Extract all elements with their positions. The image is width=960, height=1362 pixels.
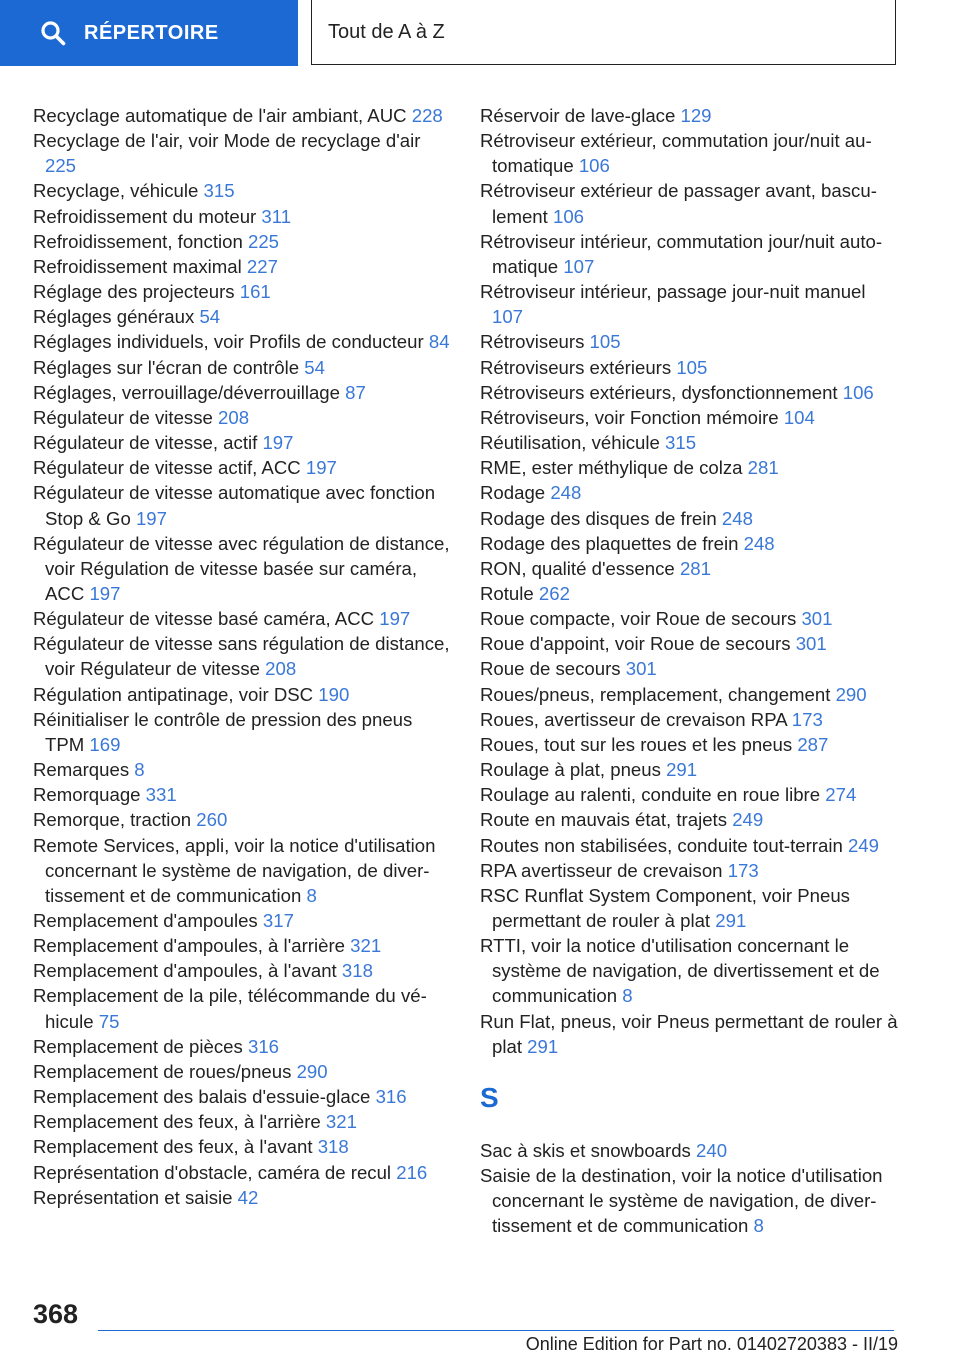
page-link[interactable]: 75	[98, 1010, 120, 1032]
entry-text: Recyclage, véhicule	[33, 180, 199, 202]
entry-text: Remorque, traction	[33, 809, 192, 831]
page-link[interactable]: 262	[538, 582, 570, 604]
entry-text: Remplacement d'ampoules, à l'arrière	[33, 935, 345, 957]
entry-text: RPA avertisseur de crevaison	[480, 859, 723, 881]
index-entry	[33, 958, 453, 983]
page-link[interactable]: 197	[305, 457, 337, 479]
entry-text: RON, qualité d'essence	[480, 557, 675, 579]
page-link[interactable]: 321	[350, 935, 382, 957]
page-link[interactable]: 248	[721, 507, 753, 529]
entry-text: Remplacement des balais d'essuie-glace	[33, 1086, 371, 1108]
section-title-tab	[311, 0, 896, 65]
page-link[interactable]: 84	[428, 331, 450, 353]
page-link[interactable]: 291	[666, 759, 698, 781]
index-entry	[33, 279, 453, 304]
page-link[interactable]: 281	[747, 457, 779, 479]
entry-text: Remplacement de la pile, télécommande du véhicule	[33, 985, 427, 1032]
page-link[interactable]: 42	[237, 1186, 259, 1208]
section-title: Tout de A à Z	[328, 20, 445, 43]
entry-text: Routes non stabilisées, conduite tout-terrain	[480, 834, 843, 856]
index-entry	[33, 1084, 453, 1109]
page-link[interactable]: 301	[795, 633, 827, 655]
index-entry	[33, 1185, 453, 1210]
index-entry	[480, 606, 900, 631]
index-entry	[480, 656, 900, 681]
page-link[interactable]: 281	[679, 557, 711, 579]
page-link[interactable]: 106	[552, 205, 585, 227]
index-entry	[480, 556, 900, 581]
entry-text: Roue d'appoint, voir Roue de secours	[480, 633, 791, 655]
page-header	[0, 0, 960, 66]
page-link[interactable]: 169	[89, 733, 121, 755]
entry-text: Régulateur de vitesse, actif	[33, 432, 258, 454]
entry-text: RTTI, voir la notice d'utilisation concernant le système de navigation, de divertissement et de communication	[480, 935, 880, 1007]
entry-text: Saisie de la destination, voir la notice d'utilisation concernant le système de navigation, de divertissement et de communication	[480, 1165, 883, 1237]
index-entry	[480, 506, 900, 531]
page-link[interactable]: 311	[261, 205, 292, 227]
page-link[interactable]: 291	[527, 1035, 559, 1057]
entry-text: Remplacement de roues/pneus	[33, 1060, 292, 1082]
entry-text: Rodage des plaquettes de frein	[480, 532, 739, 554]
page-link[interactable]: 208	[265, 658, 297, 680]
page-link[interactable]: 225	[247, 230, 280, 252]
index-entry	[33, 229, 453, 254]
page-link[interactable]: 249	[847, 834, 879, 856]
entry-text: Rotule	[480, 582, 534, 604]
page-link[interactable]: 161	[239, 281, 271, 303]
index-entry	[33, 833, 453, 908]
index-entry	[480, 480, 900, 505]
page-link[interactable]: 227	[246, 255, 278, 277]
page-link[interactable]: 301	[801, 608, 833, 630]
entry-text: Remarques	[33, 759, 130, 781]
index-entry	[480, 833, 900, 858]
index-entry	[33, 807, 453, 832]
section-letter: S	[480, 1081, 499, 1113]
index-entry	[33, 606, 453, 631]
entry-text: Rétroviseurs	[480, 331, 585, 353]
index-list-s	[480, 1138, 900, 1239]
index-entry	[480, 430, 900, 455]
entry-text: Rétroviseurs extérieurs	[480, 356, 672, 378]
entry-text: Rodage des disques de frein	[480, 507, 717, 529]
index-entry	[33, 128, 453, 178]
index-entry	[33, 329, 453, 354]
page-link[interactable]: 318	[317, 1136, 349, 1158]
entry-text: Remplacement des feux, à l'avant	[33, 1136, 313, 1158]
index-entry	[480, 329, 900, 354]
entry-text: Réglage des projecteurs	[33, 281, 235, 303]
page-link[interactable]: 240	[696, 1139, 728, 1161]
index-entry	[480, 229, 900, 279]
page-link[interactable]: 318	[341, 960, 373, 982]
page-link[interactable]: 197	[135, 507, 167, 529]
index-entry	[33, 430, 453, 455]
entry-text: Refroidissement, fonction	[33, 230, 243, 252]
entry-text: Rodage	[480, 482, 546, 504]
entry-text: Refroidissement du moteur	[33, 205, 257, 227]
page-link[interactable]: 8	[306, 884, 317, 906]
index-entry	[33, 405, 453, 430]
index-tab-label: RÉPERTOIRE	[84, 21, 219, 44]
entry-text: Régulateur de vitesse automatique avec fonction Stop & Go	[33, 482, 436, 529]
page-link[interactable]: 228	[411, 105, 443, 126]
index-entry	[33, 304, 453, 329]
page-link[interactable]: 129	[680, 105, 712, 126]
index-entry	[480, 807, 900, 832]
page-link[interactable]: 107	[492, 306, 524, 328]
entry-text: RME, ester méthylique de colza	[480, 457, 743, 479]
page-link[interactable]: 248	[550, 482, 582, 504]
entry-text: Roues, tout sur les roues et les pneus	[480, 733, 793, 755]
index-entry	[480, 782, 900, 807]
page-link[interactable]: 301	[625, 658, 657, 680]
page-link[interactable]: 316	[247, 1035, 280, 1057]
entry-text: Roue compacte, voir Roue de secours	[480, 608, 797, 630]
index-entry	[480, 405, 900, 430]
page-link[interactable]: 260	[196, 809, 228, 831]
page-link[interactable]: 173	[727, 859, 759, 881]
index-entry	[480, 631, 900, 656]
index-entry	[480, 682, 900, 707]
index-entry	[33, 908, 453, 933]
entry-text: Recyclage automatique de l'air ambiant, AUC	[33, 105, 407, 126]
entry-text: Représentation et saisie	[33, 1186, 233, 1208]
index-entry	[33, 782, 453, 807]
page-number: 368	[33, 1299, 79, 1329]
index-entry	[480, 1009, 900, 1059]
index-entry	[33, 204, 453, 229]
page-link[interactable]: 287	[797, 733, 829, 755]
index-entry	[33, 178, 453, 203]
page-link[interactable]: 248	[743, 532, 775, 554]
page-link[interactable]: 106	[578, 155, 610, 177]
index-entry	[33, 1034, 453, 1059]
page-link[interactable]: 8	[753, 1215, 764, 1237]
index-entry	[33, 103, 453, 128]
entry-text: Régulation antipatinage, voir DSC	[33, 683, 314, 705]
entry-text: Rétroviseurs extérieurs, dysfonctionnement	[480, 381, 838, 403]
index-entry	[33, 355, 453, 380]
page-link[interactable]: 331	[145, 784, 177, 806]
index-entry	[480, 178, 900, 228]
entry-text: Route en mauvais état, trajets	[480, 809, 728, 831]
index-entry	[480, 128, 900, 178]
page-link[interactable]: 173	[791, 708, 823, 730]
entry-text: Réglages sur l'écran de contrôle	[33, 356, 300, 378]
page-link[interactable]: 208	[218, 406, 250, 428]
index-entry	[33, 254, 453, 279]
index-entry	[480, 933, 900, 1008]
index-column-left	[33, 103, 453, 1210]
entry-text: Remorquage	[33, 784, 141, 806]
page-link[interactable]: 317	[262, 910, 294, 931]
entry-text: Sac à skis et snowboards	[480, 1139, 691, 1161]
index-entry	[480, 1138, 900, 1163]
index-entry	[33, 480, 453, 530]
index-entry	[480, 531, 900, 556]
page-link[interactable]: 290	[296, 1060, 328, 1082]
page-link[interactable]: 197	[379, 608, 411, 630]
page-link[interactable]: 291	[715, 910, 747, 931]
page-link[interactable]: 54	[199, 306, 221, 328]
entry-text: RSC Runflat System Component, voir Pneus permettant de rouler à plat	[480, 884, 850, 931]
page-link[interactable]: 197	[89, 582, 121, 604]
page-link[interactable]: 321	[325, 1111, 357, 1133]
page-link[interactable]: 190	[318, 683, 350, 705]
index-entry	[480, 1163, 900, 1238]
page-link[interactable]: 225	[45, 155, 77, 177]
page-link[interactable]: 290	[835, 683, 867, 705]
index-entry	[33, 757, 453, 782]
entry-text: Réglages généraux	[33, 306, 195, 328]
entry-text: Régulateur de vitesse basé caméra, ACC	[33, 608, 375, 630]
index-list-r	[480, 103, 900, 1059]
page-link[interactable]: 105	[676, 356, 708, 378]
page-link[interactable]: 105	[589, 331, 621, 353]
entry-text: Remplacement d'ampoules, à l'avant	[33, 960, 337, 982]
entry-text: Remote Services, appli, voir la notice d'utilisation concernant le système de navigation, de divertissement et de communication	[33, 834, 436, 906]
index-entry	[480, 883, 900, 933]
entry-text: Régulateur de vitesse sans régulation de distance, voir Régulateur de vitesse	[33, 633, 450, 680]
entry-text: Réinitialiser le contrôle de pression des pneus TPM	[33, 708, 413, 755]
entry-text: Remplacement des feux, à l'arrière	[33, 1111, 321, 1133]
page-link[interactable]: 316	[375, 1086, 407, 1108]
page-link[interactable]: 106	[842, 381, 874, 403]
index-entry	[480, 707, 900, 732]
page-link[interactable]: 104	[783, 406, 815, 428]
entry-text: Régulateur de vitesse	[33, 406, 213, 428]
entry-text: Roues/pneus, remplacement, changement	[480, 683, 831, 705]
index-entry	[480, 279, 900, 329]
index-entry	[33, 933, 453, 958]
footer-divider	[98, 1330, 894, 1331]
page-link[interactable]: 249	[732, 809, 764, 831]
index-entry	[480, 355, 900, 380]
page-link[interactable]: 54	[304, 356, 325, 378]
index-entry	[33, 455, 453, 480]
entry-text: Rétroviseurs, voir Fonction mémoire	[480, 406, 779, 428]
page-link[interactable]: 107	[563, 255, 595, 277]
page-link[interactable]: 8	[134, 759, 145, 781]
index-entry	[480, 380, 900, 405]
entry-text: Rétroviseur intérieur, commutation jour/nuit automatique	[480, 230, 883, 277]
entry-text: Régulateur de vitesse actif, ACC	[33, 457, 301, 479]
page-link[interactable]: 315	[203, 180, 235, 202]
entry-text: Réservoir de lave-glace	[480, 105, 676, 126]
entry-text: Roue de secours	[480, 658, 621, 680]
entry-text: Run Flat, pneus, voir Pneus permettant de rouler à plat	[480, 1010, 898, 1057]
entry-text: Roulage au ralenti, conduite en roue libre	[480, 784, 821, 806]
entry-text: Régulateur de vitesse avec régulation de distance, voir Régulation de vitesse basée sur caméra, ACC	[33, 532, 450, 604]
index-entry	[33, 380, 453, 405]
entry-text: Réglages individuels, voir Profils de conducteur	[33, 331, 424, 353]
index-entry	[33, 707, 453, 757]
search-icon	[40, 20, 66, 46]
page-link[interactable]: 315	[665, 432, 697, 454]
entry-text: Roulage à plat, pneus	[480, 759, 661, 781]
index-column-right	[480, 103, 900, 1239]
entry-text: Recyclage de l'air, voir Mode de recyclage d'air	[33, 130, 421, 152]
entry-text: Réglages, verrouillage/déverrouillage	[33, 381, 340, 403]
index-entry	[480, 103, 900, 128]
page-link[interactable]: 197	[262, 432, 294, 454]
entry-text: Rétroviseur extérieur de passager avant, basculement	[480, 180, 877, 227]
index-entry	[33, 1059, 453, 1084]
index-entry	[33, 983, 453, 1033]
entry-text: Remplacement de pièces	[33, 1035, 243, 1057]
index-entry	[33, 631, 453, 681]
index-entry	[33, 1160, 453, 1185]
edition-footer: Online Edition for Part no. 01402720383 - II/19	[525, 1334, 898, 1354]
index-entry	[480, 732, 900, 757]
index-entry	[33, 531, 453, 606]
index-entry	[33, 1134, 453, 1159]
entry-text: Rétroviseur intérieur, passage jour-nuit manuel	[480, 281, 866, 303]
index-entry	[480, 455, 900, 480]
index-entry	[33, 1109, 453, 1134]
entry-text: Roues, avertisseur de crevaison RPA	[480, 708, 787, 730]
page-link[interactable]: 8	[622, 985, 633, 1007]
index-entry	[33, 682, 453, 707]
entry-text: Rétroviseur extérieur, commutation jour/nuit automatique	[480, 130, 872, 177]
entry-text: Refroidissement maximal	[33, 255, 242, 277]
entry-text: Remplacement d'ampoules	[33, 910, 258, 931]
entry-text: Représentation d'obstacle, caméra de recul	[33, 1161, 392, 1183]
index-entry	[480, 581, 900, 606]
page-link[interactable]: 216	[396, 1161, 428, 1183]
index-tab-button[interactable]	[0, 0, 298, 66]
index-entry	[480, 757, 900, 782]
page-link[interactable]: 87	[345, 381, 366, 403]
index-entry	[480, 858, 900, 883]
entry-text: Réutilisation, véhicule	[480, 432, 660, 454]
page-link[interactable]: 274	[825, 784, 857, 806]
